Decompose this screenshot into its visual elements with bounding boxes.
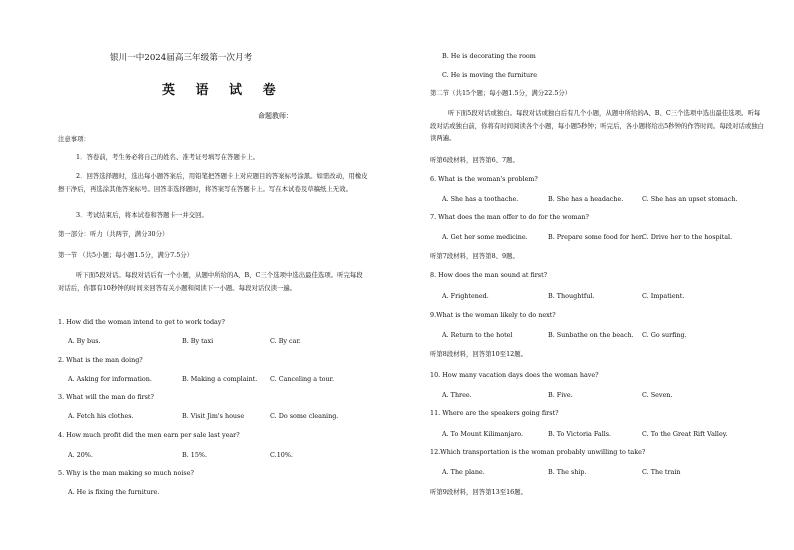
question-stem: 11. Where are the speakers going first? xyxy=(430,409,559,417)
option-b: B. He is decorating the room xyxy=(442,52,536,60)
option-b: B. By taxi xyxy=(182,337,214,345)
option-c: C. He is moving the furniture xyxy=(442,71,537,79)
question-stem: 7. What does the man offer to do for the woman? xyxy=(430,213,589,221)
option-c: C. She has an upset stomach. xyxy=(642,195,738,203)
section2-instructions: 听下面5段对话或独白。每段对话或独白后有几个小题，从题中所给的A、B、C三个选项中选出最佳选项。听每段对话或独白前，你将有时间阅读各个小题，每小题5秒钟；听完后，各小题将给出5秒钟的作答时间。每段对话或独白读两遍。 xyxy=(430,109,765,142)
question-stem: 9.What is the woman likely to do next? xyxy=(430,311,556,319)
part1-heading: 第一部分：听力（共两节，满分30分） xyxy=(58,230,169,238)
option-b: B. Thoughtful. xyxy=(548,292,595,300)
option-b: B. The ship. xyxy=(548,468,587,476)
option-c: C. Go surfing. xyxy=(642,331,687,339)
question-stem: 4. How much profit did the men earn per sale last year? xyxy=(58,431,240,439)
option-c: C. To the Great Rift Valley. xyxy=(642,430,728,438)
notes-heading: 注意事项： xyxy=(58,135,90,143)
option-a: A. Frightened. xyxy=(442,292,489,300)
option-c: C. Impatient. xyxy=(642,292,685,300)
option-a: A. Fetch his clothes. xyxy=(68,412,134,420)
question-stem: 6. What is the woman's problem? xyxy=(430,175,538,183)
option-c: C.10%. xyxy=(270,451,293,459)
question-stem: 8. How does the man sound at first? xyxy=(430,271,548,279)
exam-title: 银川一中2024届高三年级第一次月考 xyxy=(110,53,253,63)
option-b: B. Visit Jim's house xyxy=(182,412,245,420)
option-a: A. He is fixing the furniture. xyxy=(68,488,160,496)
option-b: B. To Victoria Falls. xyxy=(548,430,612,438)
option-a: A. Three. xyxy=(442,391,472,399)
option-c: C. Drive her to the hospital. xyxy=(642,233,733,241)
option-c: C. The train xyxy=(642,468,681,476)
option-b: B. She has a headache. xyxy=(548,195,624,203)
question-stem: 5. Why is the man making so much noise? xyxy=(58,469,194,477)
question-stem: 3. What will the man do first? xyxy=(58,393,154,401)
option-a: A. The plane. xyxy=(442,468,485,476)
question-stem: 2. What is the man doing? xyxy=(58,356,143,364)
option-c: C. Canceling a tour. xyxy=(270,375,334,383)
option-b: B. Sunbathe on the beach. xyxy=(548,331,634,339)
subject-title: 英 语 试 卷 xyxy=(162,83,284,98)
note-item-3: 3．考试结束后，将本试卷和答题卡一并交回。 xyxy=(76,211,208,219)
option-a: A. Get her some medicine. xyxy=(442,233,528,241)
question-stem: 12.Which transportation is the woman probably unwilling to take? xyxy=(430,448,646,456)
material-heading: 听第6段材料，回答第6、7题。 xyxy=(430,156,519,164)
teacher-label: 命题教师： xyxy=(258,112,293,120)
material-heading: 听第8段材料，回答第10至12题。 xyxy=(430,350,528,358)
material-heading: 听第7段材料，回答第8、9题。 xyxy=(430,252,519,260)
material-heading: 听第9段材料，回答第13至16题。 xyxy=(430,488,528,496)
option-b: B. Making a complaint. xyxy=(182,375,258,383)
note-item-1: 1．答卷前，考生务必将自己的姓名、准考证号填写在答题卡上。 xyxy=(76,153,260,161)
section1-instructions: 听下面5段对话。每段对话后有一个小题，从题中所给的A、B、C三个选项中选出最佳选项。听完每段对话后，你都有10秒钟的时间来回答有关小题和阅读下一小题。每段对话仅读一遍。 xyxy=(58,271,363,292)
question-stem: 10. How many vacation days does the woman have? xyxy=(430,371,599,379)
option-a: A. By bus. xyxy=(68,337,101,345)
option-b: B. Prepare some food for her. xyxy=(548,233,644,241)
option-c: C. Do some cleaning. xyxy=(270,412,339,420)
option-a: A. Return to the hotel xyxy=(442,331,513,339)
option-a: A. She has a toothache. xyxy=(442,195,519,203)
section1-heading: 第一节 （共5小题；每小题1.5分，满分7.5分） xyxy=(58,251,194,259)
option-c: C. Seven. xyxy=(642,391,673,399)
option-a: A. 20%. xyxy=(68,451,93,459)
option-b: B. 15%. xyxy=(182,451,207,459)
option-c: C. By car. xyxy=(270,337,301,345)
option-a: A. Asking for information. xyxy=(68,375,152,383)
section2-heading: 第二节（共15个题；每小题1.5分，满分22.5分） xyxy=(430,89,572,97)
option-a: A. To Mount Kilimanjaro. xyxy=(442,430,524,438)
note-item-2: 2．回答选择题时，选出每小题答案后，用铅笔把答题卡上对应题目的答案标号涂黑。如需改动，用橡皮擦干净后，再选涂其他答案标号。回答非选择题时，将答案写在答题卡上。写在本试卷及草稿纸上无效。 xyxy=(58,172,368,193)
question-stem: 1. How did the woman intend to get to work today? xyxy=(58,318,225,326)
option-b: B. Five. xyxy=(548,391,573,399)
